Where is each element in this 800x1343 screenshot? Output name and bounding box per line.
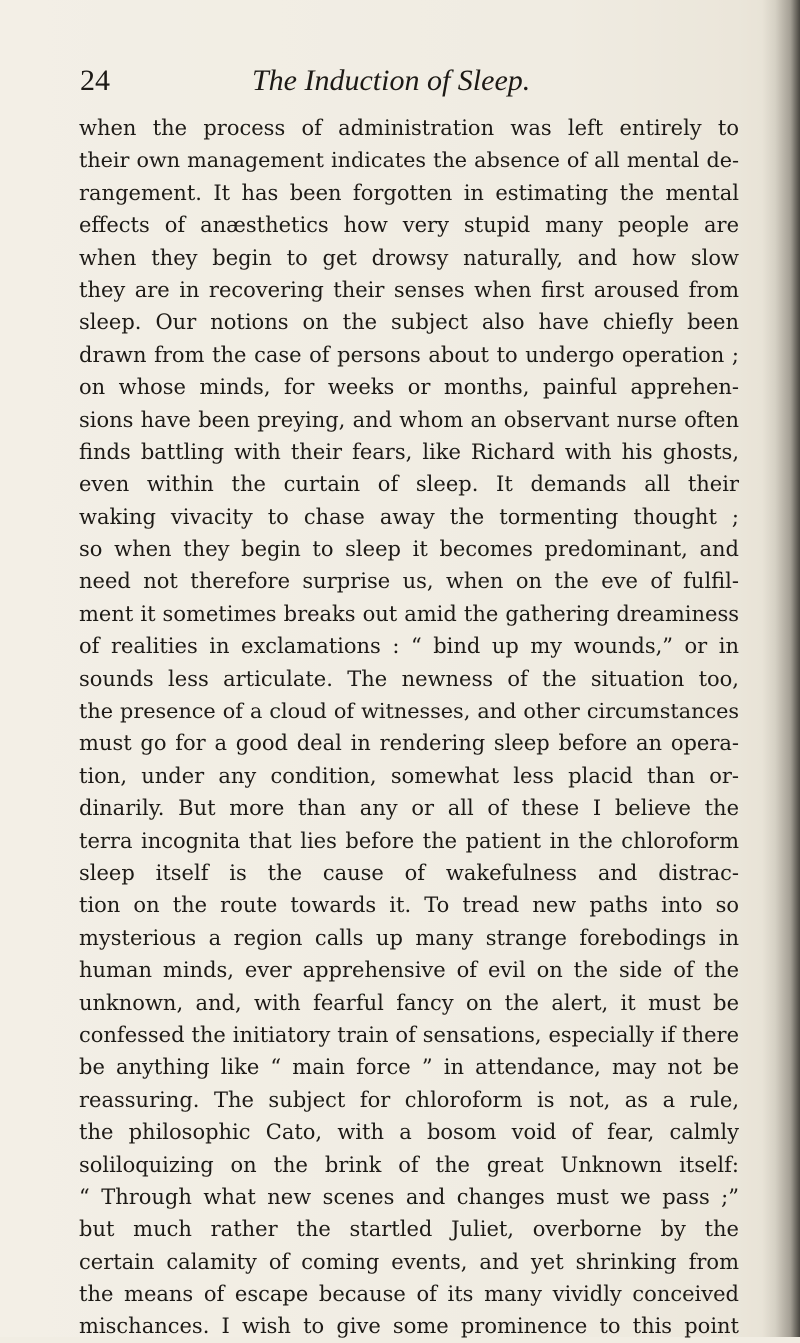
text-line: when they begin to get drowsy naturally, and how slow [79,245,739,270]
text-line: ment it sometimes breaks out amid the gathering dreaminess [79,601,739,626]
page-header [80,64,720,108]
text-line: mischances. I wish to give some prominence to this point [79,1314,739,1339]
text-line: of realities in exclamations : “ bind up my wounds,” or in [79,634,739,659]
text-line: sleep itself is the cause of wakefulness and distrac- [79,860,739,885]
text-line: must go for a good deal in rendering sleep before an opera- [79,731,739,756]
text-line: so when they begin to sleep it becomes predominant, and [79,537,739,562]
text-line: confessed the initiatory train of sensations, especially if there [79,1022,739,1047]
text-line: but much rather the startled Juliet, overborne by the [79,1217,739,1242]
text-line: drawn from the case of persons about to undergo operation ; [79,342,739,367]
text-line: be anything like “ main force ” in attendance, may not be [79,1055,739,1080]
text-line: mysterious a region calls up many strange forebodings in [79,925,739,950]
text-line: tion on the route towards it. To tread new paths into so [79,893,739,918]
text-line: tion, under any condition, somewhat less placid than or- [79,763,739,788]
text-line: the philosophic Cato, with a bosom void of fear, calmly [79,1120,739,1145]
text-line: the means of escape because of its many vividly conceived [79,1282,739,1307]
text-line: effects of anæsthetics how very stupid many people are [79,213,739,238]
text-line: dinarily. But more than any or all of these I believe the [79,796,739,821]
text-line: finds battling with their fears, like Richard with his ghosts, [79,439,739,464]
text-line: “ Through what new scenes and changes must we pass ;” [79,1184,739,1209]
body-paragraph [79,112,739,1343]
text-line: sleep. Our notions on the subject also have chiefly been [79,310,739,335]
text-line: human minds, ever apprehensive of evil on the side of the [79,958,739,983]
running-title: The Induction of Sleep. [252,64,531,97]
text-line: when the process of administration was left entirely to [79,116,739,140]
text-line: rangement. It has been forgotten in estimating the mental [79,180,739,205]
text-line: certain calamity of coming events, and yet shrinking from [79,1249,739,1274]
text-line: even within the curtain of sleep. It demands all their [79,472,739,497]
text-line: waking vivacity to chase away the tormenting thought ; [79,504,739,529]
text-line: terra incognita that lies before the patient in the chloroform [79,828,739,853]
text-line: need not therefore surprise us, when on the eve of fulfil- [79,569,739,594]
text-line: they are in recovering their senses when first aroused from [79,277,739,302]
text-line: unknown, and, with fearful fancy on the alert, it must be [79,990,739,1015]
text-line: soliloquizing on the brink of the great Unknown itself: [79,1152,739,1177]
text-line: sounds less articulate. The newness of the situation too, [79,666,739,691]
text-line: the presence of a cloud of witnesses, and other circumstances [79,699,739,724]
text-line: their own management indicates the absence of all mental de- [79,148,739,173]
text-line: sions have been preying, and whom an observant nurse often [79,407,739,432]
page-number: 24 [80,64,110,97]
text-line: reassuring. The subject for chloroform is not, as a rule, [79,1087,739,1112]
text-line: on whose minds, for weeks or months, painful apprehen- [79,375,739,400]
book-gutter-shadow [762,0,800,1337]
